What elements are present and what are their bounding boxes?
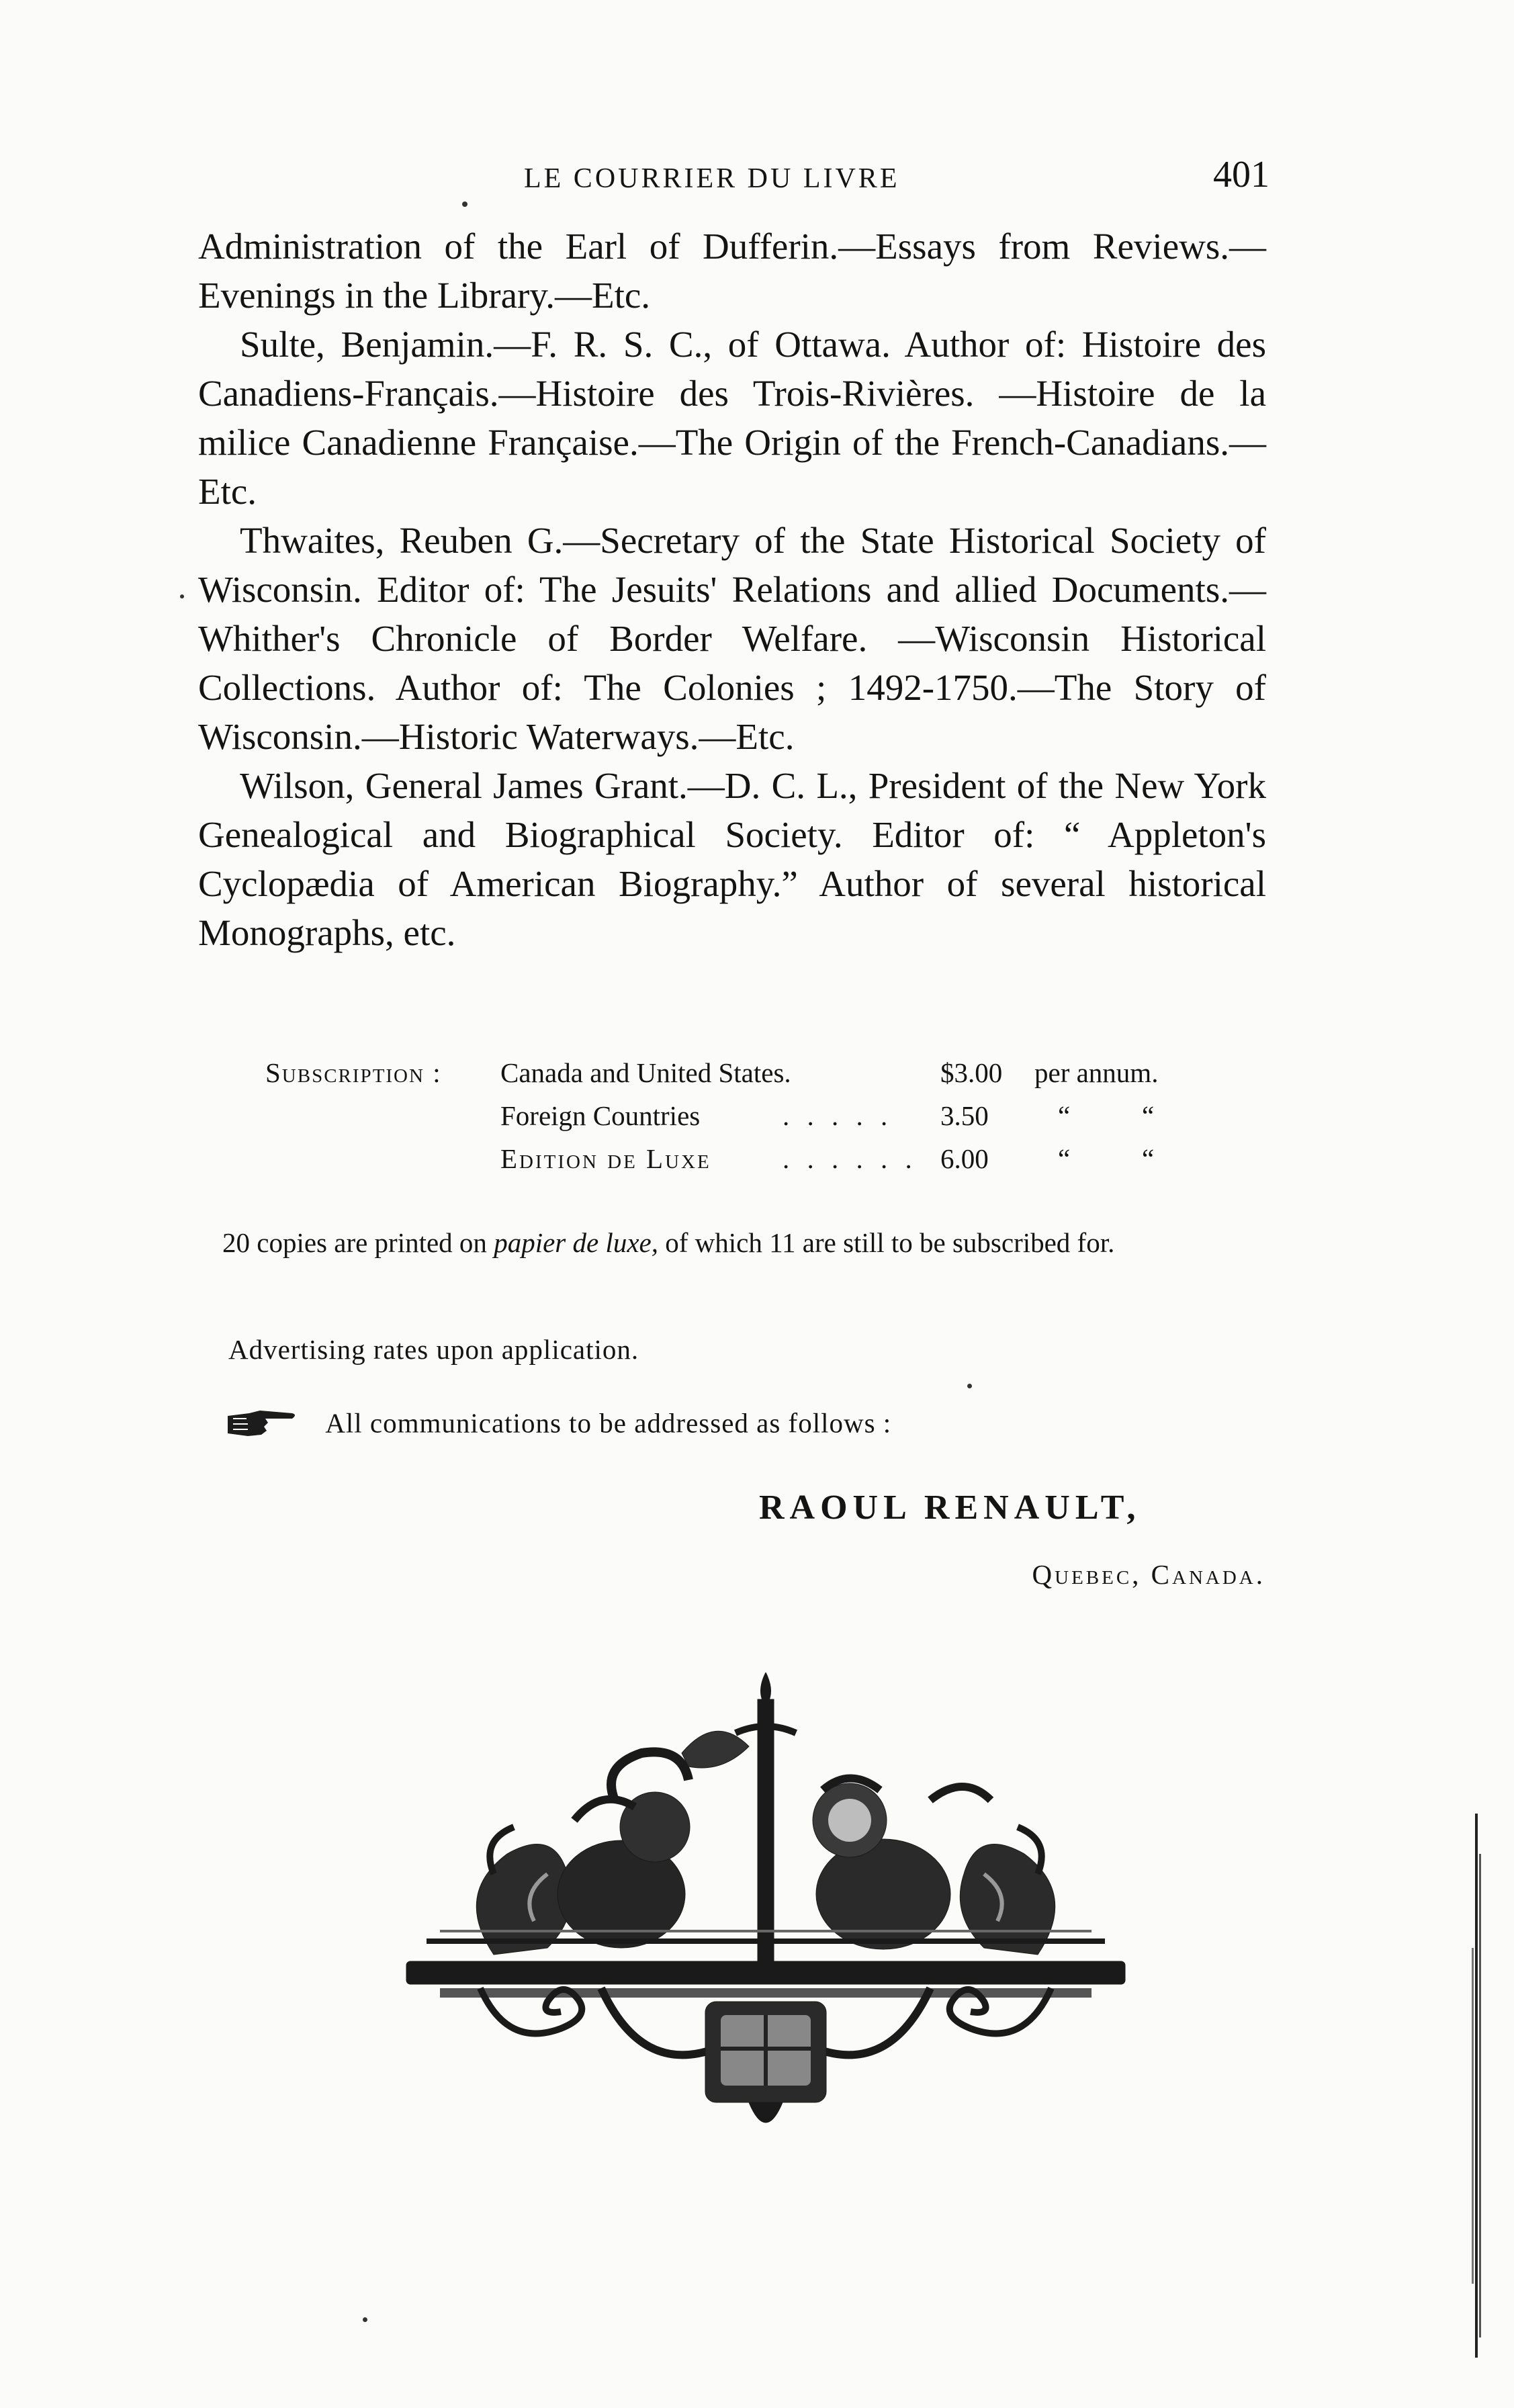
entry-sulte: Sulte, Benjamin.—F. R. S. C., of Ottawa. Author of: Histoire des Canadiens-Français.—Histoire des Trois-Rivières. —Histoire de la milice Canadienne Française.—The Origin of the French-Canadians.—Etc. (198, 324, 1266, 512)
margin-rule (1468, 1814, 1487, 2358)
entry-wilson: Wilson, General James Grant.—D. C. L., President of the New York Genealogical and Biographical Society. Editor of: “ Appleton's Cyclopædia of American Biography.” Author of several historical Monographs, etc. (198, 765, 1266, 953)
mermaid-cherub-ornament (400, 1673, 1132, 2143)
leader-dots: . . . . . (783, 1100, 893, 1131)
running-head (195, 153, 1270, 207)
speck (363, 2317, 367, 2322)
luxe-note-text: 20 copies are printed on (222, 1227, 494, 1258)
subscription-place: Canada and United States. (500, 1057, 791, 1088)
page-number: 401 (1213, 154, 1270, 195)
subscription-period: per annum. (1034, 1057, 1159, 1088)
entry-dufferin-continuation: Administration of the Earl of Dufferin.—Essays from Reviews.—Evenings in the Library.—Etc. (198, 226, 1266, 316)
subscription-price: 3.50 (940, 1100, 989, 1131)
luxe-note-italic: papier de luxe, (494, 1227, 658, 1258)
speck (967, 1384, 972, 1388)
entry-thwaites: Thwaites, Reuben G.—Secretary of the State Historical Society of Wisconsin. Editor of: The Jesuits' Relations and allied Documents.—Whither's Chronicle of Border Welfare. —Wisconsin Historical Collections. Author of: The Colonies ; 1492-1750.—The Story of Wisconsin.—Historic Waterways.—Etc. (198, 520, 1266, 757)
speck (180, 594, 184, 598)
running-title: LE COURRIER DU LIVRE (524, 163, 900, 194)
contributor-list (198, 222, 1266, 957)
ditto-mark: “ (1058, 1100, 1071, 1131)
publisher-name: RAOUL RENAULT, (759, 1488, 1141, 1527)
communications-text: All communications to be addressed as follows : (325, 1407, 892, 1439)
communications-line (225, 1404, 891, 1440)
luxe-note-text: of which 11 are still to be subscribed for. (658, 1227, 1115, 1258)
subscription-price: 6.00 (940, 1143, 989, 1174)
leader-dots: . . . . . . (783, 1143, 918, 1174)
ditto-mark: “ (1058, 1143, 1071, 1174)
subscription-price: $3.00 (940, 1057, 1003, 1088)
ditto-mark: “ (1142, 1143, 1155, 1174)
subscription-place: Foreign Countries (500, 1100, 701, 1131)
luxe-edition-note (198, 1222, 1266, 1263)
publisher-location: Quebec, Canada. (1032, 1559, 1265, 1590)
subscription-place: Edition de Luxe (500, 1143, 711, 1174)
pointing-hand-icon (225, 1407, 299, 1440)
speck (462, 202, 467, 207)
subscription-label: Subscription : (265, 1057, 442, 1088)
advertising-note: Advertising rates upon application. (228, 1334, 639, 1365)
ditto-mark: “ (1142, 1100, 1155, 1131)
